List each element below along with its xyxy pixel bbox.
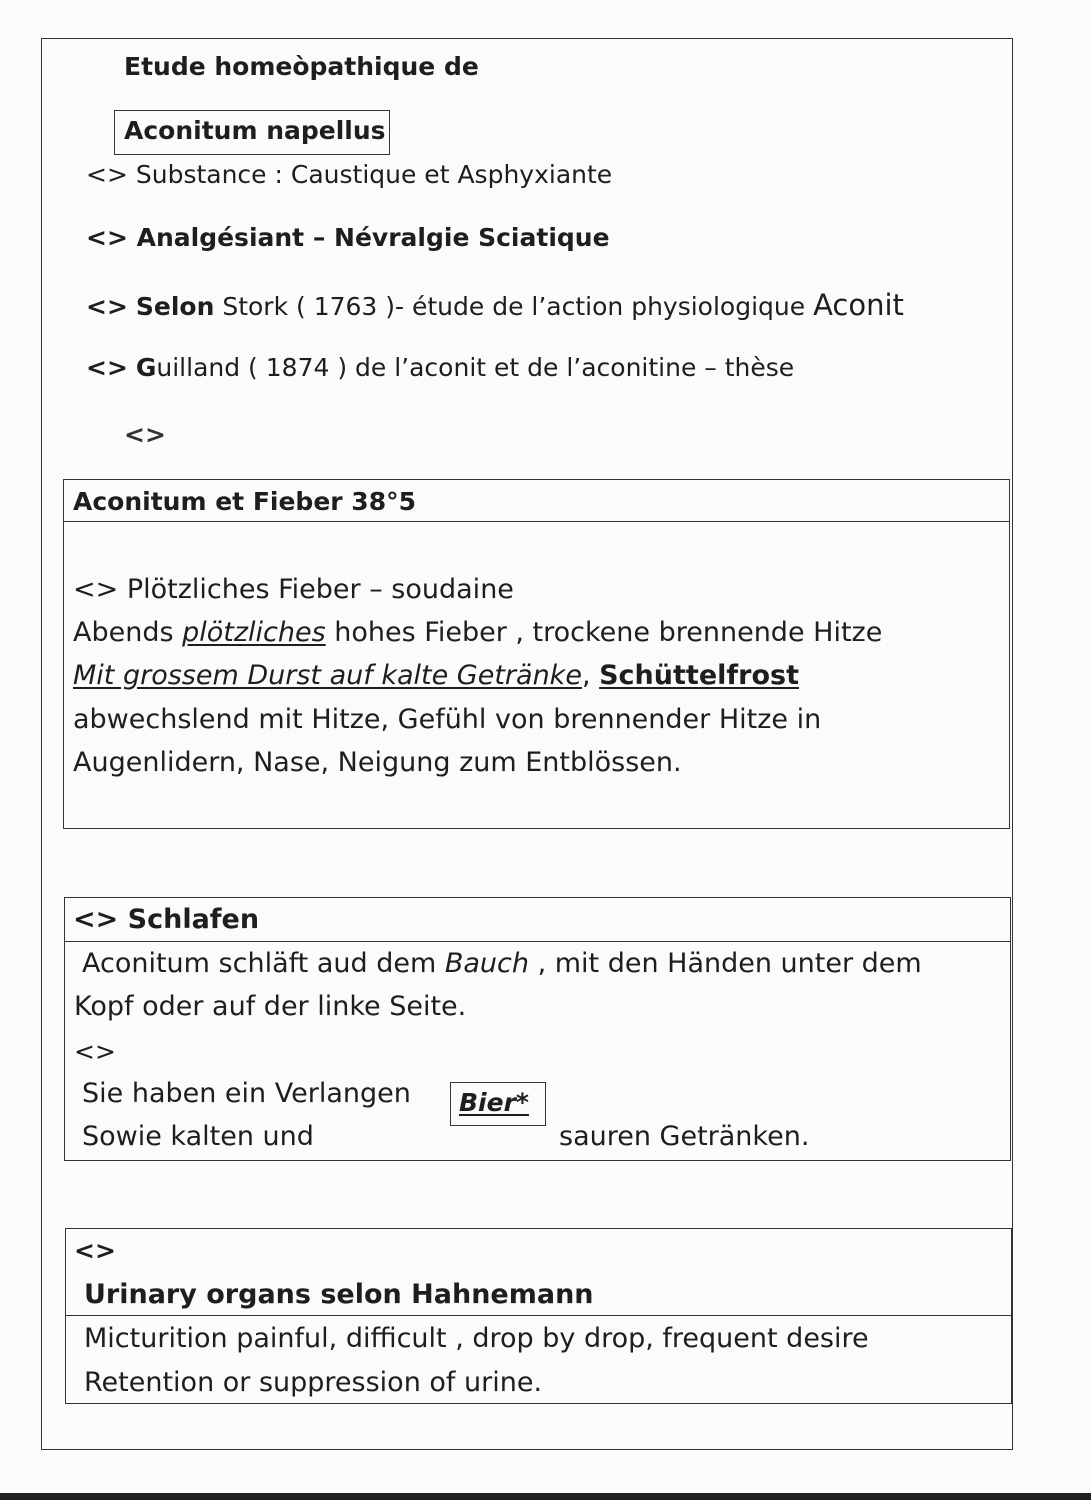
sleep-line-1 (82, 948, 922, 979)
subject-title: Aconitum napellus (124, 116, 386, 145)
sleep-emphasis: Bauch (444, 948, 529, 979)
intro-line-analgesiant (86, 223, 610, 252)
bullet: <> (86, 160, 128, 189)
bullet: <> (86, 223, 128, 252)
urinary-bullet: <> (74, 1236, 116, 1265)
fever-line-3 (73, 660, 799, 691)
sleep-line-5a: Sowie kalten und (82, 1121, 314, 1152)
document-title: Etude homeòpathique de (124, 52, 479, 81)
fever-text: hohes Fieber , trockene brennende Hitze (325, 617, 883, 648)
urinary-line-2: Retention or suppression of urine. (84, 1367, 543, 1398)
fever-emphasis: Mit grossem Durst auf kalte Getränke (73, 660, 582, 691)
fever-line-4: abwechslend mit Hitze, Gefühl von brennender Hitze in (73, 704, 822, 735)
intro-tail: Aconit (813, 288, 904, 322)
fever-strong: Schüttelfrost (599, 660, 799, 691)
intro-line-guilland (86, 353, 794, 382)
intro-text: Analgésiant – Névralgie Sciatique (136, 223, 610, 252)
intro-bold: Selon (135, 292, 215, 321)
fever-text: , (581, 660, 600, 691)
bullet: <> (124, 420, 166, 449)
urinary-heading: Urinary organs selon Hahnemann (84, 1279, 594, 1310)
sleep-divider (64, 941, 1011, 942)
sleep-heading (73, 904, 259, 935)
urinary-divider (65, 1315, 1012, 1316)
sleep-text: Aconitum schläft aud dem (82, 948, 445, 979)
sleep-line-4: Sie haben ein Verlangen (82, 1078, 411, 1109)
urinary-line-1: Micturition painful, difficult , drop by drop, frequent desire (84, 1323, 869, 1354)
sleep-line-2: Kopf oder auf der linke Seite. (74, 991, 467, 1022)
bullet: <> (86, 292, 128, 321)
intro-line-stork (86, 288, 904, 322)
sleep-line-5b: sauren Getränken. (559, 1121, 810, 1152)
fever-line-2 (73, 617, 882, 648)
fever-text: Abends (73, 617, 183, 648)
bullet: <> (73, 904, 119, 935)
fever-line-1: <> Plötzliches Fieber – soudaine (73, 574, 514, 605)
sleep-line-3: <> (74, 1037, 116, 1066)
intro-text: Stork ( 1763 )- étude de l’action physiologique (222, 292, 806, 321)
intro-line-empty (124, 420, 166, 449)
beer-label: Bier* (459, 1088, 529, 1117)
fever-line-5: Augenlidern, Nase, Neigung zum Entblössen. (73, 747, 682, 778)
scan-edge (0, 1493, 1091, 1500)
intro-bold: G (135, 353, 157, 382)
fever-emphasis: plötzliches (182, 617, 326, 648)
fever-heading: Aconitum et Fieber 38°5 (73, 487, 416, 516)
intro-text: Substance : Caustique et Asphyxiante (135, 160, 613, 189)
intro-line-substance (86, 160, 612, 189)
bullet: <> (86, 353, 128, 382)
sleep-heading-text: Schlafen (127, 904, 260, 935)
sleep-text: , mit den Händen unter dem (528, 948, 922, 979)
intro-text: uilland ( 1874 ) de l’aconit et de l’aconitine – thèse (156, 353, 795, 382)
fever-divider (63, 521, 1010, 522)
